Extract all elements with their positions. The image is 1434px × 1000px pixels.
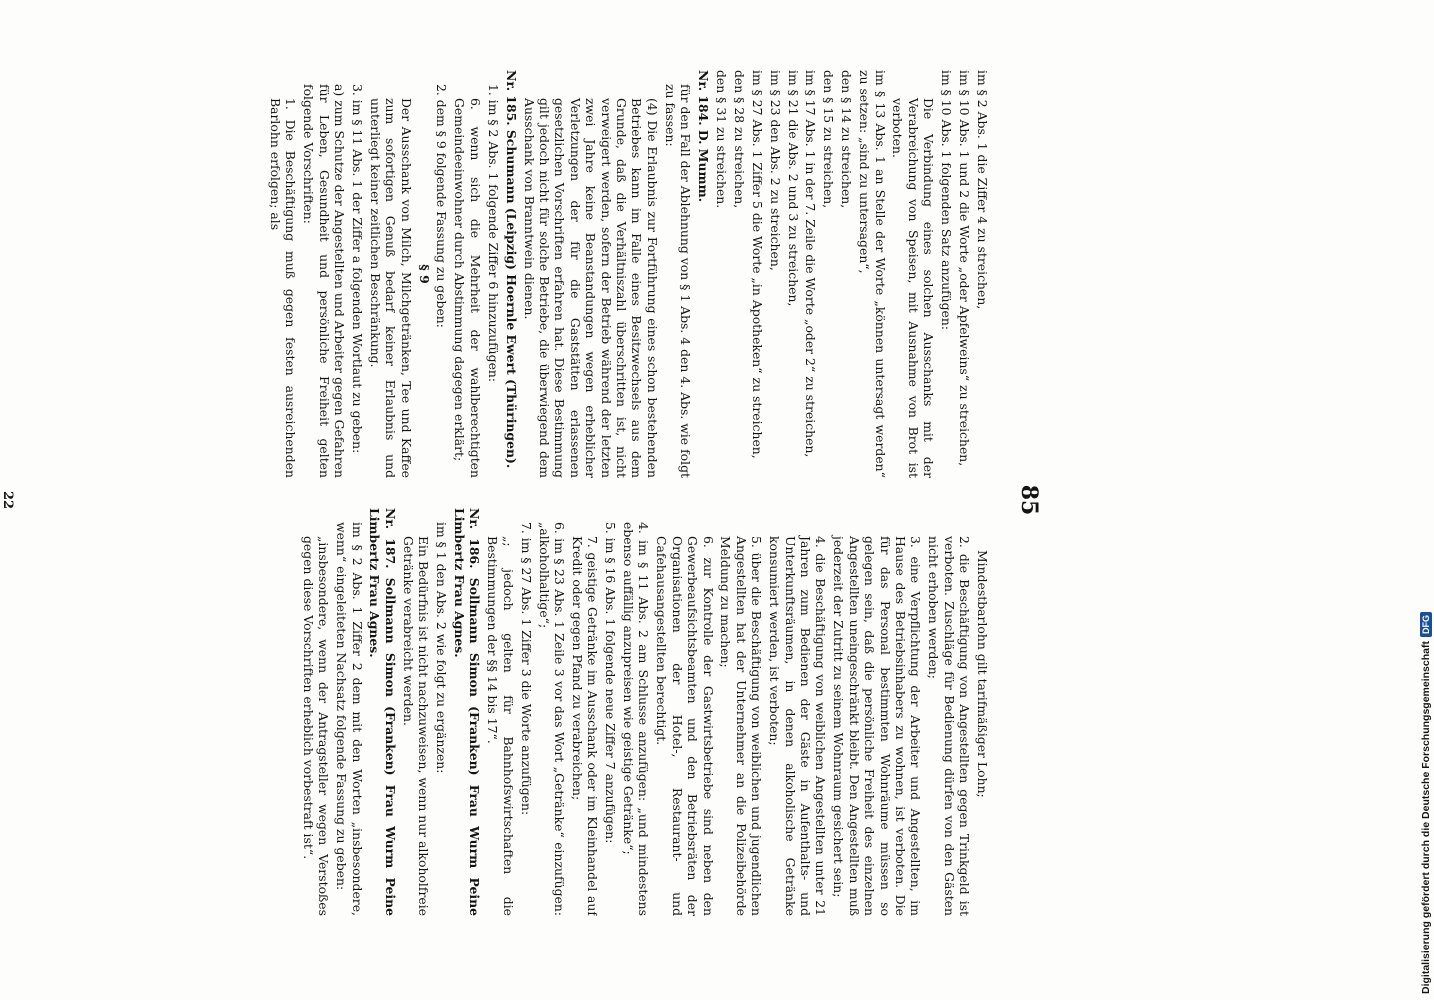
- paragraph: den § 31 zu streichen.: [713, 70, 729, 209]
- paragraph: den § 15 zu streichen,: [821, 70, 837, 209]
- paragraph: im § 2 Abs. 1 Ziffer 2 dem mit den Worten „insbesondere, wenn“ eingeleiteten Nachsatz folgende Fassung zu geben:: [334, 522, 365, 916]
- paragraph: im § 1 den Abs. 2 wie folgt zu ergänzen:: [434, 522, 450, 774]
- paragraph: 6. wenn sich die Mehrheit der wahlberechtigten Gemeindeeinwohner durch Abstimmung dagegen erklärt;: [452, 98, 483, 478]
- paragraph: 3. im § 11 Abs. 1 der Ziffer a folgenden Wortlaut zu geben:: [349, 84, 365, 454]
- paragraph: im § 10 Abs. 1 folgenden Satz anzufügen:: [939, 70, 955, 331]
- motion-heading: Nr. 185. Schumann (Leipzig) Hoernle Ewert (Thüringen).: [503, 70, 519, 469]
- paragraph: im § 21 die Abs. 2 und 3 zu streichen,: [785, 70, 801, 307]
- paragraph: im § 27 Abs. 1 Ziffer 5 die Worte „in Apotheken“ zu streichen,: [749, 70, 765, 459]
- left-column: [90, 70, 990, 478]
- paragraph: 6. im § 23 Abs. 1 Zeile 3 vor das Wort „Getränke“ einzufügen: „alkoholhaltige“;: [536, 522, 567, 916]
- paragraph: 6. zur Kontrolle der Gastwirtsbetriebe sind neben den Gewerbeaufsichtsbeamten und den Betriebsräten der Organisationen der Hotel-, Restaurant- und Cafehausangestellten berechtigt.: [654, 536, 716, 916]
- paragraph: im § 13 Abs. 1 an Stelle der Worte „können untersagt werden“ zu setzen: „sind zu untersagen“,: [857, 70, 888, 478]
- text-columns: [90, 70, 990, 916]
- paragraph: a) zum Schutze der Angestellten und Arbeiter gegen Gefahren für Leben, Gesundheit und persönliche Freiheit gelten folgende Vorschriften:: [301, 84, 348, 478]
- paragraph: den § 28 zu streichen,: [731, 70, 747, 209]
- footer-number: 22: [0, 490, 15, 510]
- paragraph: den § 14 zu streichen,: [839, 70, 855, 209]
- paragraph: „insbesondere, wenn der Antragsteller wegen Verstoßes gegen diese Vorschriften erheblich vorbestraft ist“.: [300, 536, 332, 916]
- paragraph: (4) Die Erlaubnis zur Fortführung eines schon bestehenden Betriebes kann im Falle eines Besitzwechsels aus dem Grunde, daß die Verhältniszahl überschritten ist, nicht verweigert werden, sofern der Betrieb während der letzten zwei Jahre keine Beanstandungen wegen erheblicher Verletzungen der für die Gaststätten erlassenen gesetzlichen Vorschriften erfahren hat. Diese Bestimmung gilt jedoch nicht für solche Betriebe, die überwiegend dem Ausschank von Branntwein dienen.: [521, 98, 660, 478]
- paragraph: 2. die Beschäftigung von Angestellten gegen Trinkgeld ist verboten. Zuschläge für Bedienung dürfen von den Gästen nicht erhoben werden;: [926, 536, 973, 916]
- right-column: [90, 508, 990, 916]
- paragraph: 7. im § 27 Abs. 1 Ziffer 3 die Worte anzufügen:: [518, 522, 534, 816]
- paragraph: 5. über die Beschäftigung von weiblichen und jugendlichen Angestellten hat der Unternehmer an die Polizeibehörde Meldung zu machen;: [718, 536, 765, 916]
- credit-text: Digitalisierung gefördert durch die Deutsche Forschungsgemeinschaft: [1420, 641, 1432, 994]
- paragraph: Die Verbindung eines solchen Ausschanks mit der Verabreichung von Speisen, mit Ausnahme von Brot ist verboten.: [890, 98, 937, 478]
- paragraph: im § 2 Abs. 1 die Ziffer 4 zu streichen,: [975, 70, 990, 310]
- paragraph: im § 23 den Abs. 2 zu streichen,: [767, 70, 783, 271]
- paragraph: 1. im § 2 Abs. 1 folgende Ziffer 6 hinzuzufügen:: [485, 84, 501, 383]
- motion-heading: Nr. 187. Sollmann Simon (Franken) Frau Wurm Peine Limbertz Frau Agnes.: [367, 508, 398, 916]
- dfg-logo: DFG: [1420, 612, 1432, 637]
- digitization-credit: [1418, 0, 1434, 994]
- paragraph: Mindestbarlohn gilt tarifmäßiger Lohn;: [975, 550, 990, 798]
- paragraph: für den Fall der Ablehnung von § 1 Abs. 4 den 4. Abs. wie folgt zu fassen:: [662, 84, 694, 478]
- paragraph: 2. dem § 9 folgende Fassung zu geben:: [434, 84, 450, 328]
- motion-heading: Nr. 184. D. Mumm.: [696, 70, 711, 203]
- paragraph: 5. im § 16 Abs. 1 folgende neue Ziffer 7 anzufügen:: [603, 522, 619, 844]
- paragraph: 7. geistige Getränke im Ausschank oder im Kleinhandel auf Kredit oder gegen Pfand zu verabreichen;: [569, 536, 601, 916]
- paragraph: 3. eine Verpflichtung der Arbeiter und Angestellten, im Hause des Betriebsinhabers zu wohnen, ist verboten. Die für das Personal bestimmten Wohnräume müssen so gelegen sein, daß die persönliche Freiheit des einzelnen Angestellten uneingeschränkt bleibt. Den Angestellten muß jederzeit der Zutritt zu seinem Wohnraum gesichert sein;: [831, 536, 924, 916]
- paragraph: „; jedoch gelten für Bahnhofswirtschaften die Bestimmungen der §§ 14 bis 17“.: [485, 536, 516, 916]
- paragraph: 4. im § 11 Abs. 2 am Schlusse anzufügen: „und mindestens ebenso auffällig anzupreisen wie geistige Getränke“;: [621, 522, 652, 916]
- paragraph: § 9: [416, 264, 432, 284]
- page-number: 85: [1016, 484, 1042, 516]
- paragraph: 4. die Beschäftigung von weiblichen Angestellten unter 21 Jahren zum Bedienen der Gäste in Aufenthalts- und Unterkunftsräumen, in denen alkoholische Getränke konsumiert werden, ist verboten;: [767, 536, 829, 916]
- paragraph: im § 17 Abs. 1 in der 7. Zeile die Worte „oder 2“ zu streichen,: [803, 70, 819, 458]
- paragraph: 1. Die Beschäftigung muß gegen festen ausreichenden Barlohn erfolgen; als: [267, 98, 299, 478]
- paragraph: Der Ausschank von Milch, Milchgetränken, Tee und Kaffee zum sofortigen Genuß bedarf keiner Erlaubnis und unterliegt keiner zeitlichen Beschränkung.: [367, 98, 414, 478]
- motion-heading: Nr. 186. Sollmann Simon (Franken) Frau Wurm Peine Limbertz Frau Agnes.: [452, 508, 483, 916]
- paragraph: Ein Bedürfnis ist nicht nachzuweisen, wenn nur alkoholfreie Getränke verabreicht werden.: [400, 536, 432, 916]
- paragraph: im § 10 Abs. 1 und 2 die Worte „oder Apfelweins“ zu streichen,: [957, 70, 973, 467]
